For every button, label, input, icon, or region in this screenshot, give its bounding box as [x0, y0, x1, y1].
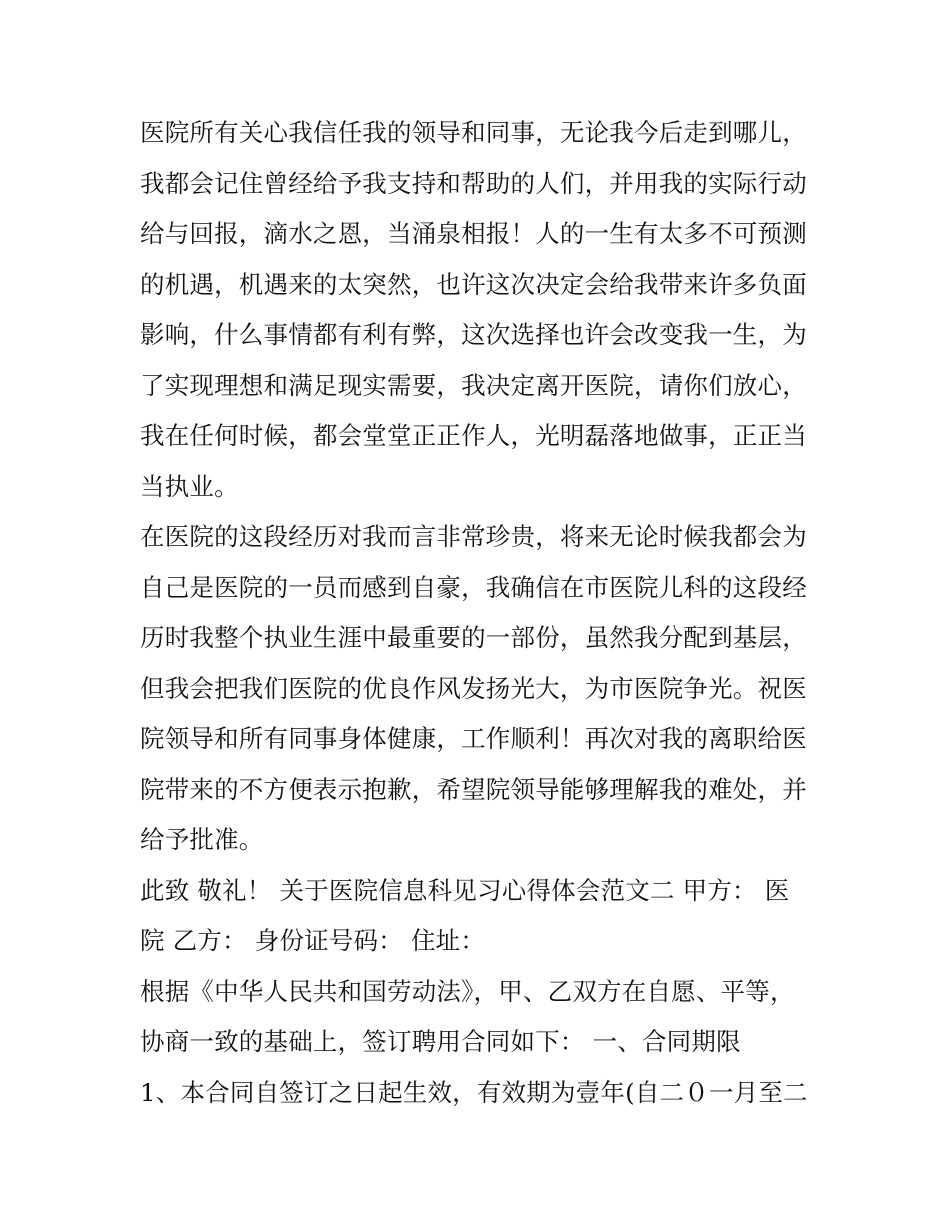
text-line: 自己是医院的一员而感到自豪，我确信在市医院儿科的这段经 — [140, 572, 807, 602]
text-line: 院 乙方： 身份证号码： 住址： — [140, 926, 486, 955]
text-line: 给与回报，滴水之恩，当涌泉相报！人的一生有太多不可预测 — [140, 219, 807, 248]
text-line: 院领导和所有同事身体健康，工作顺利！再次对我的离职给医 — [140, 724, 807, 753]
text-line: 此致 敬礼！ 关于医院信息科见习心得体会范文二 甲方： 医 — [140, 875, 790, 905]
text-line: 1、本合同自签订之日起生效，有效期为壹年(自二０一月至二 — [140, 1077, 808, 1107]
text-line: 医院所有关心我信任我的领导和同事，无论我今后走到哪儿， — [140, 118, 807, 147]
text-line: 但我会把我们医院的优良作风发扬光大，为市医院争光。祝医 — [140, 673, 807, 703]
text-line: 影响，什么事情都有利有弊，这次选择也许会改变我一生，为 — [140, 320, 807, 349]
text-line: 我在任何时候，都会堂堂正正作人，光明磊落地做事，正正当 — [140, 421, 807, 450]
text-line: 在医院的这段经历对我而言非常珍贵，将来无论时候我都会为 — [140, 522, 807, 551]
text-line: 给予批准。 — [140, 825, 264, 854]
text-line: 的机遇，机遇来的太突然，也许这次决定会给我带来许多负面 — [140, 269, 807, 299]
document-body — [140, 108, 820, 1118]
text-line: 了实现理想和满足现实需要，我决定离开医院，请你们放心， — [140, 370, 807, 400]
text-line: 当执业。 — [140, 471, 239, 501]
text-line: 根据《中华人民共和国劳动法》，甲、乙双方在自愿、平等， — [140, 976, 795, 1006]
text-line: 协商一致的基础上，签订聘用合同如下： 一、合同期限 — [140, 1027, 741, 1056]
text-line: 院带来的不方便表示抱歉，希望院领导能够理解我的难处，并 — [140, 774, 807, 804]
text-line: 历时我整个执业生涯中最重要的一部份，虽然我分配到基层， — [140, 623, 807, 652]
text-line: 我都会记住曾经给予我支持和帮助的人们，并用我的实际行动 — [140, 168, 807, 198]
